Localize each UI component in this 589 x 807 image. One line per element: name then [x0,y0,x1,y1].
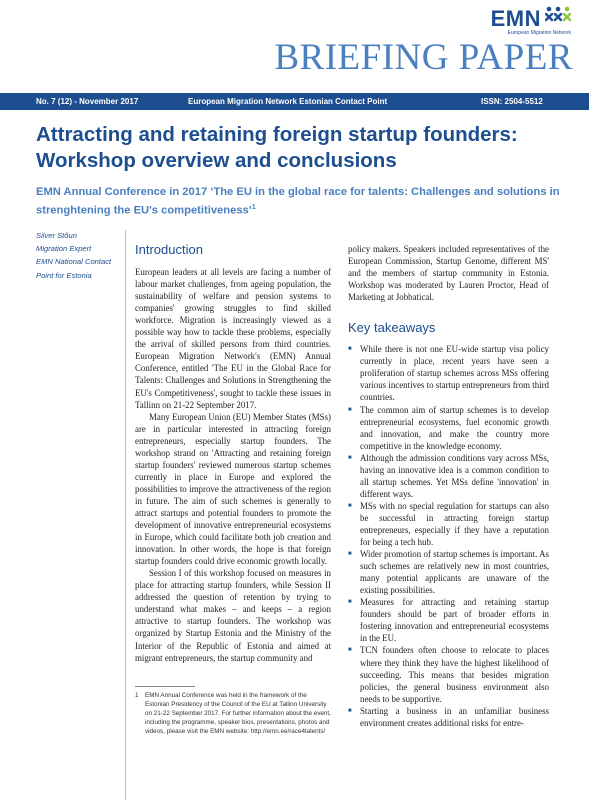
people-icon [545,6,571,26]
takeaway-item: ■ MSs with no special regulation for startups can also be successful in attracting foreign startup entrepreneurs, especially if they have a reputation for being a tech hub. [348,500,549,548]
footnote-number: 1 [135,692,139,699]
info-bar [0,93,589,110]
doc-type: BRIEFING PAPER [274,37,573,78]
author-block [36,229,122,282]
author-role: Migration Expert [36,244,92,254]
issn: ISSN: 2504-5512 [481,97,543,106]
takeaway-item: ■ Wider promotion of startup schemes is important. As such schemes are relatively new in most countries, many potential applicants are unaware of the existing possibilities. [348,548,549,596]
emn-logo [491,6,571,36]
takeaway-item: ■ TCN founders often choose to relocate to places where they think they have the highest likelihood of succeeding. This means that besides migration policies, the general business environment also needs to be supportive. [348,644,549,704]
takeaway-item: ■ Measures for attracting and retaining startup founders should be part of broader efforts in fostering innovation and entrepreneurial ecosystems in the EU. [348,596,549,644]
column-divider [125,230,126,800]
takeaway-item: ■ Although the admission conditions vary across MSs, having an innovative idea is a common condition to all startup schemes. Yet MSs define 'innovation' in different ways. [348,452,549,500]
intro-paragraph-2: Many European Union (EU) Member States (MSs) are in particular interested in attracting foreign entrepreneurs, especially startup founders. The workshop strand on 'Attracting and retaining foreign startup founders' reviewed numerous startup schemes currently in place in Europe and explored the possibilities to improve the attractiveness of the region in future. The aim of such schemes is generally to attract startups and potential founders to promote the development of innovative entrepreneurial ecosystems in Europe, which could facilitate both job creation and innovation. In other words, the hope is that foreign startup founders could drive economic growth locally. [135,411,331,567]
subtitle-text: EMN Annual Conference in 2017 ‘The EU in the global race for talents: Challenges and solutions in strenghtening the EU's competitiveness’ [36,186,560,217]
footnote-text: EMN Annual Conference was held in the framework of the Estonian Presidency of the Council of the EU at Tallinn University on 21-22 September 2017. For further information about the event, including the programme, speaker bios, presentations, photos and videos, please visit the EMN website: http://emn.ee/race4talents/ [145,692,331,736]
subtitle-footnote-ref[interactable]: 1 [251,204,256,211]
takeaway-item: ■ The common aim of startup schemes is to develop entrepreneurial ecosystems, fuel economic growth and innovation, and make the country more competitive in the knowledge economy. [348,404,549,452]
takeaway-item: ■ Starting a business in an unfamiliar business environment creates additional risks for entre- [348,705,549,729]
page-subtitle [36,184,581,219]
takeaway-item: ■ While there is not one EU-wide startup visa policy currently in place, recent years have seen a proliferation of startup schemes across MSs offering various incentives to startup entrepreneurs from third countries. [348,343,549,403]
intro-continuation: policy makers. Speakers included representatives of the European Commission, Startup Genome, different MS' and the members of startup community in Estonia. Workshop was moderated by Lauren Proctor, Head of Marketing at Jobbatical. [348,244,549,303]
takeaways-list [348,343,549,729]
intro-paragraph-1: European leaders at all levels are facing a number of labour market challenges, from ageing population, the sustainability of welfare and pension systems to companies' growing struggles to find skilled workforce. Migration is increasingly viewed as a possible way how to tackle these problems, especially the arrival of skilled persons from third countries. European Migration Network's (EMN) Annual Conference, entitled 'The EU in the Global Race for Talents: Challenges and Solutions in Strengthening the EU's Competitiveness', sought to tackle these issues in Tallinn on 21-22 September 2017. [135,267,331,410]
intro-heading: Introduction [135,242,203,257]
takeaways-heading: Key takeaways [348,320,436,336]
logo-text: EMN [490,6,541,31]
logo-subtitle: European Migration Network [507,30,571,36]
author-org: EMN National Contact Point for Estonia [36,257,112,280]
contact-point: European Migration Network Estonian Contact Point [188,97,388,106]
footnote [135,691,331,736]
intro-paragraph-3: Session I of this workshop focused on measures in place for attracting startup founders, while Session II addressed the question of retention by trying to understand what makes – and keeps – a region attractive to startup founders. The workshop was organized by Startup Estonia and the Ministry of the Interior of the Republic of Estonia and aimed at migrant entrepreneurs, the startup community and [135,568,331,663]
author-name: Silver Stõun [36,231,77,240]
footnote-divider [135,686,195,687]
issue-number: No. 7 (12) - November 2017 [36,97,139,106]
takeaways-column [348,243,549,729]
page-title: Attracting and retaining foreign startup founders: Workshop overview and conclusions [36,123,518,172]
intro-column [135,244,331,664]
